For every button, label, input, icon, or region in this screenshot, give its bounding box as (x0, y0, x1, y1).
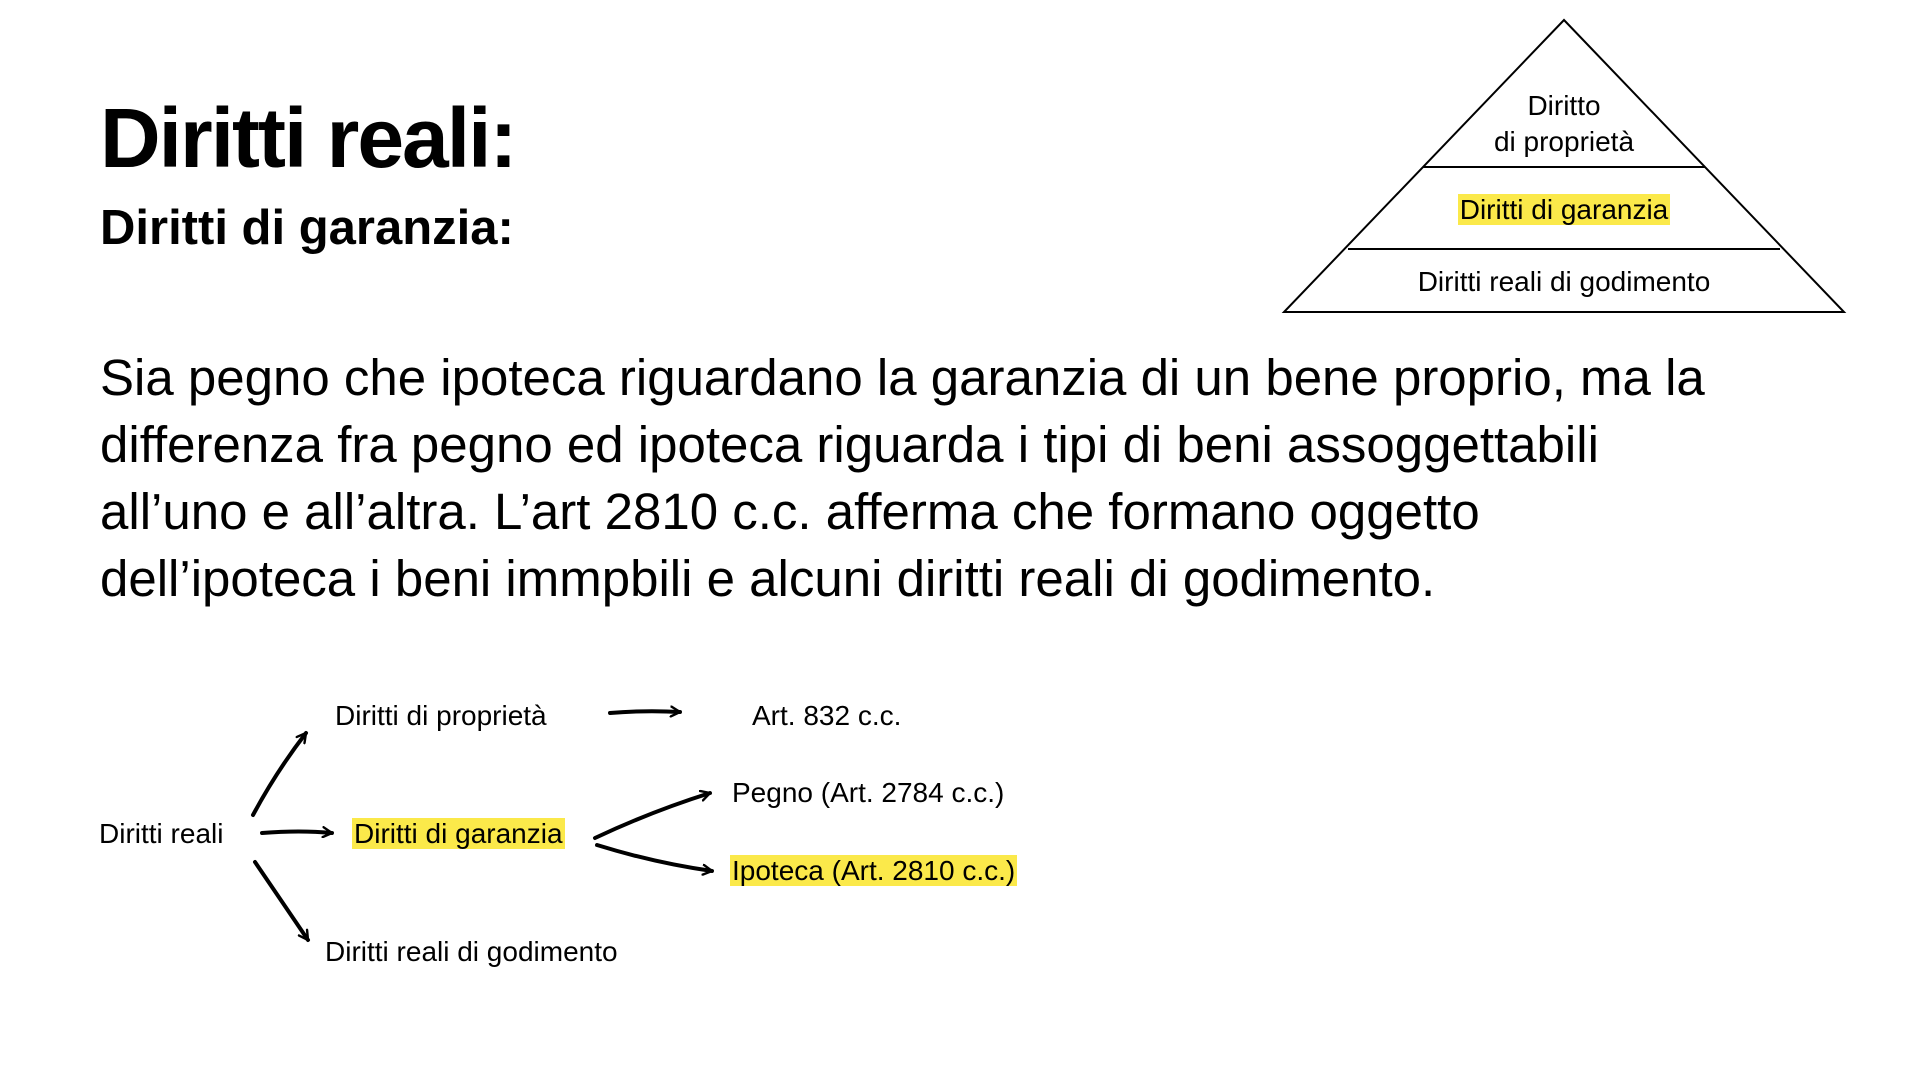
body-line: dell’ipoteca i beni immpbili e alcuni diritti reali di godimento. (100, 550, 1436, 607)
tree-node-garanzia-text: Diritti di garanzia (354, 818, 563, 849)
tree-node-proprieta-ref: Art. 832 c.c. (752, 700, 902, 731)
arrow-root-to-godimento (255, 862, 308, 940)
tree-node-ipoteca (730, 853, 1017, 889)
arrow-garanzia-to-ipoteca (597, 845, 712, 871)
arrow-proprieta-to-ref (610, 711, 680, 713)
tree-node-godimento: Diritti reali di godimento (325, 936, 618, 967)
pyramid-bottom-label: Diritti reali di godimento (1417, 266, 1711, 297)
body-line: Sia pegno che ipoteca riguardano la garanzia di un bene proprio, ma la (100, 349, 1705, 406)
tree-node-pegno: Pegno (Art. 2784 c.c.) (732, 777, 1005, 808)
tree-node-ipoteca-text: Ipoteca (Art. 2810 c.c.) (732, 855, 1016, 886)
tree-node-garanzia (352, 816, 565, 852)
page-title: Diritti reali: (100, 91, 516, 185)
body-line: differenza fra pegno ed ipoteca riguarda i tipi di beni assoggettabili (100, 416, 1599, 473)
arrow-root-to-proprieta (253, 733, 306, 815)
pyramid-top-line1: Diritto (1527, 90, 1601, 121)
body-line: all’uno e all’altra. L’art 2810 c.c. afferma che formano oggetto (100, 483, 1480, 540)
pyramid-top-line2: di proprietà (1493, 126, 1635, 157)
arrow-garanzia-to-pegno (595, 793, 710, 838)
page-subtitle: Diritti di garanzia: (100, 201, 514, 255)
pyramid-middle-text: Diritti di garanzia (1459, 194, 1669, 225)
tree-node-root: Diritti reali (99, 818, 224, 849)
tree-node-proprieta: Diritti di proprietà (335, 700, 547, 731)
arrow-root-to-garanzia (262, 832, 332, 834)
